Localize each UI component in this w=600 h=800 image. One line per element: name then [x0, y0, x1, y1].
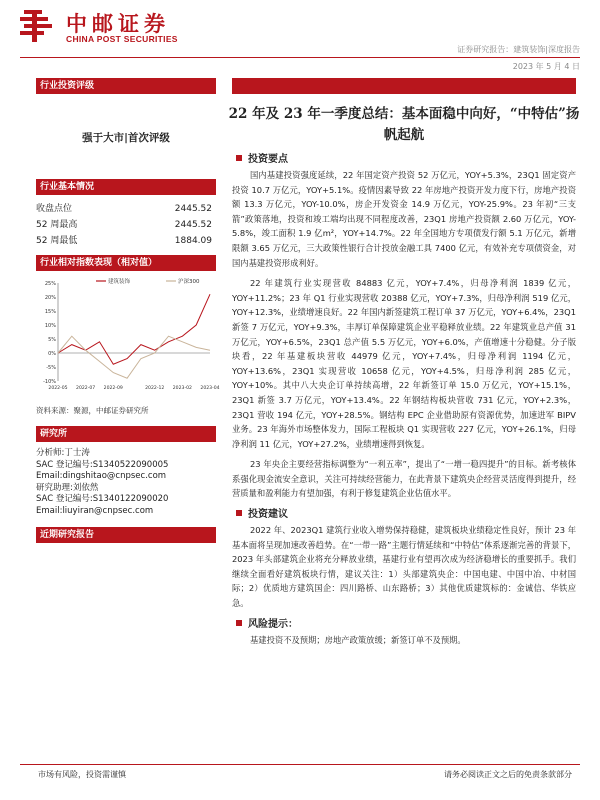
research-heading: 研究所	[36, 426, 216, 442]
basics-label: 52 周最高	[36, 220, 78, 230]
x-tick-label: 2022-07	[76, 386, 96, 391]
body-paragraph: 22 年建筑行业实现营收 84883 亿元，YOY+7.4%，归母净利润 1839 亿元，YOY+11.2%；23 年 Q1 行业实现营收 20388 亿元，YOY+7.3%，归母净利润 519 亿元，YOY+12.3%，业绩增速良好。22 年国内新签建筑工程订单 37 万亿元，YOY+6.4%，23Q1 新签 7 万亿元，YOY+9.3%，丰厚订单保障建筑企业平稳释放业绩。22 年建筑业总产值 31 万亿元，YOY+6.5%，23Q1 总产值 5.5 万亿元，YOY+6.0%，产值增速十分稳健。分子版块看，22 年基建板块营收 44979 亿元，YOY+7.4%，归母净利润 1194 亿元，YOY+13.6%，23Q1 实现营收 10658 亿元，YOY+4.5%，归母净利润 285 亿元，YOY+10%。其中八大央企订单持续高增，22 年新签订单 15.0 万亿元，YOY+15.1%，23Q1 新签 3.7 万亿元，YOY+13.4%。22 年钢结构板块营收 731 亿元，YOY+2.3%，23Q1 营收 194 亿元，YOY+28.5%。钢结构 EPC 企业借助原有资源优势，加速进军 BIPV 业务。23 年海外市场整体发力，国际工程板块 Q1 实现营收 227 亿元，YOY+26.1%，归母净利润 11 亿元，YOY+27.2%，业绩增速得到恢复。	[232, 278, 576, 449]
report-date: 2023 年 5 月 4 日	[512, 62, 580, 71]
footer-disclaimer: 请务必阅读正文之后的免责条款部分	[444, 770, 572, 779]
relative-index-chart-svg	[36, 273, 220, 401]
bullet-square-icon	[236, 155, 242, 161]
footer-divider	[20, 764, 580, 765]
x-tick-label: 2022-05	[48, 386, 68, 391]
y-tick-label: -10%	[43, 379, 56, 385]
x-tick-label: 2022-09	[103, 386, 123, 391]
basics-value: 2445.52	[174, 204, 212, 214]
y-tick-label: 15%	[44, 309, 56, 315]
recent-reports-heading: 近期研究报告	[36, 527, 216, 543]
chart-source: 资料来源：聚源，中邮证券研究所	[36, 406, 149, 415]
footer-risk-note: 市场有风险，投资需谨慎	[38, 770, 126, 779]
main-top-bar	[232, 78, 576, 94]
section-heading-text: 投资建议	[248, 509, 288, 521]
industry-rating: 强于大市|首次评级	[82, 132, 170, 144]
logo-english-name: CHINA POST SECURITIES	[66, 34, 178, 44]
logo-chinese-name: 中邮证券	[66, 11, 170, 36]
analyst-line: 分析师:丁士涛	[36, 448, 90, 458]
section-heading	[232, 152, 576, 168]
x-tick-label: 2023-04	[200, 386, 220, 391]
body-paragraph: 2022 年、2023Q1 建筑行业收入增势保持稳健，建筑板块业绩稳定性良好，预计 23 年基本面将呈现加速改善趋势。在“一带一路”主题行情延续和“中特估”体系逐渐完善的背景下，2023 年头部建筑企业将充分释放业绩，基建行业有望再次成为经济稳增长的重要抓手。我们继续全面看好建筑板块行情，建议关注：1）头部建筑央企：中国电建、中国中冶、中材国际；2）优质地方建筑国企：四川路桥、山东路桥；3）其他优质建筑标的：金诚信、华铁应急。	[232, 525, 576, 609]
y-tick-label: -5%	[46, 365, 56, 371]
basics-row	[36, 233, 216, 249]
y-tick-label: 0%	[48, 351, 56, 357]
x-tick-label: 2023-02	[172, 386, 192, 391]
sidebar	[36, 78, 220, 543]
legend-label: 建筑装饰	[108, 279, 131, 285]
analyst-info	[36, 448, 216, 517]
basics-value: 1884.09	[174, 236, 212, 246]
basics-label: 收盘点位	[36, 204, 73, 214]
report-breadcrumb: 证券研究报告：建筑装饰|深度报告	[457, 45, 580, 54]
series-line	[58, 294, 210, 364]
legend-label: 沪深300	[178, 279, 200, 285]
basics-row	[36, 217, 216, 233]
y-tick-label: 5%	[48, 337, 56, 343]
analyst-line: Email:liuyiran@cnpsec.com	[36, 505, 154, 516]
body-paragraph: 23 年央企主要经营指标调整为“一利五率”，提出了“一增一稳四提升”的目标。新考核体系强化现金流安全意识，关注可持续经营能力，在此背景下建筑央企经营灵活度得到提升，经营质量和盈利能力有望加强，有利于修复建筑企业估值水平。	[232, 459, 576, 499]
company-logo	[18, 6, 218, 46]
basics-value: 2445.52	[174, 220, 212, 230]
y-tick-label: 20%	[44, 295, 56, 301]
section-heading-text: 风险提示：	[248, 618, 298, 630]
basics-table	[36, 201, 216, 249]
relative-index-chart	[36, 273, 220, 401]
bullet-square-icon	[236, 510, 242, 516]
basics-heading: 行业基本情况	[36, 179, 216, 195]
y-tick-label: 10%	[44, 323, 56, 329]
analyst-line: SAC 登记编号:S1340522090005	[36, 459, 169, 470]
x-tick-label: 2022-12	[145, 386, 165, 391]
section-heading-text: 投资要点	[248, 154, 288, 165]
y-tick-label: 25%	[44, 281, 56, 287]
analyst-line: SAC 登记编号:S1340122090020	[36, 494, 169, 504]
body-paragraph: 国内基建投资强度延续，22 年国定资产投资 52 万亿元，YOY+5.3%，23Q1 固定资产投资 10.7 万亿元，YOY+5.1%。疫情因素导致 22 年房地产投资开发力度下行，房地产投资额 13.3 万亿元，YOY-10.0%，房企开发资金 14.9 万亿元，YOY-25.9%。23 年初“三支箭”政策落地，投资和竣工端均出现不同程度改善，23Q1 房地产投资额 2.60 万亿元，YOY-5.8%，竣工面积 1.9 亿m²，YOY+14.7%。22 年全国地方专项债发行额 5.1 万亿元，新增限额 3.65 万亿元，三大政策性银行合计投放金融工具 7400 亿元，有效补充专项债资金，对国内基建投资形成利好。	[232, 170, 576, 268]
basics-row	[36, 201, 216, 217]
section-heading	[232, 507, 576, 523]
basics-label: 52 周最低	[36, 236, 78, 246]
body-paragraph: 基建投资不及预期；房地产政策放缓；新签订单不及预期。	[250, 634, 466, 645]
main-content	[232, 150, 576, 653]
analyst-line: 研究助理:刘依然	[36, 482, 99, 493]
rating-heading: 行业投资评级	[36, 78, 216, 94]
analyst-line: Email:dingshitao@cnpsec.com	[36, 471, 167, 481]
report-title: 22 年及 23 年一季度总结：基本面稳中向好，“中特估”扬帆起航	[228, 106, 580, 143]
china-post-logo-icon	[18, 6, 56, 44]
section-heading	[232, 617, 576, 633]
series-line	[58, 336, 210, 378]
bullet-square-icon	[236, 620, 242, 626]
header-divider	[20, 57, 580, 58]
chart-heading: 行业相对指数表现（相对值）	[36, 255, 216, 271]
